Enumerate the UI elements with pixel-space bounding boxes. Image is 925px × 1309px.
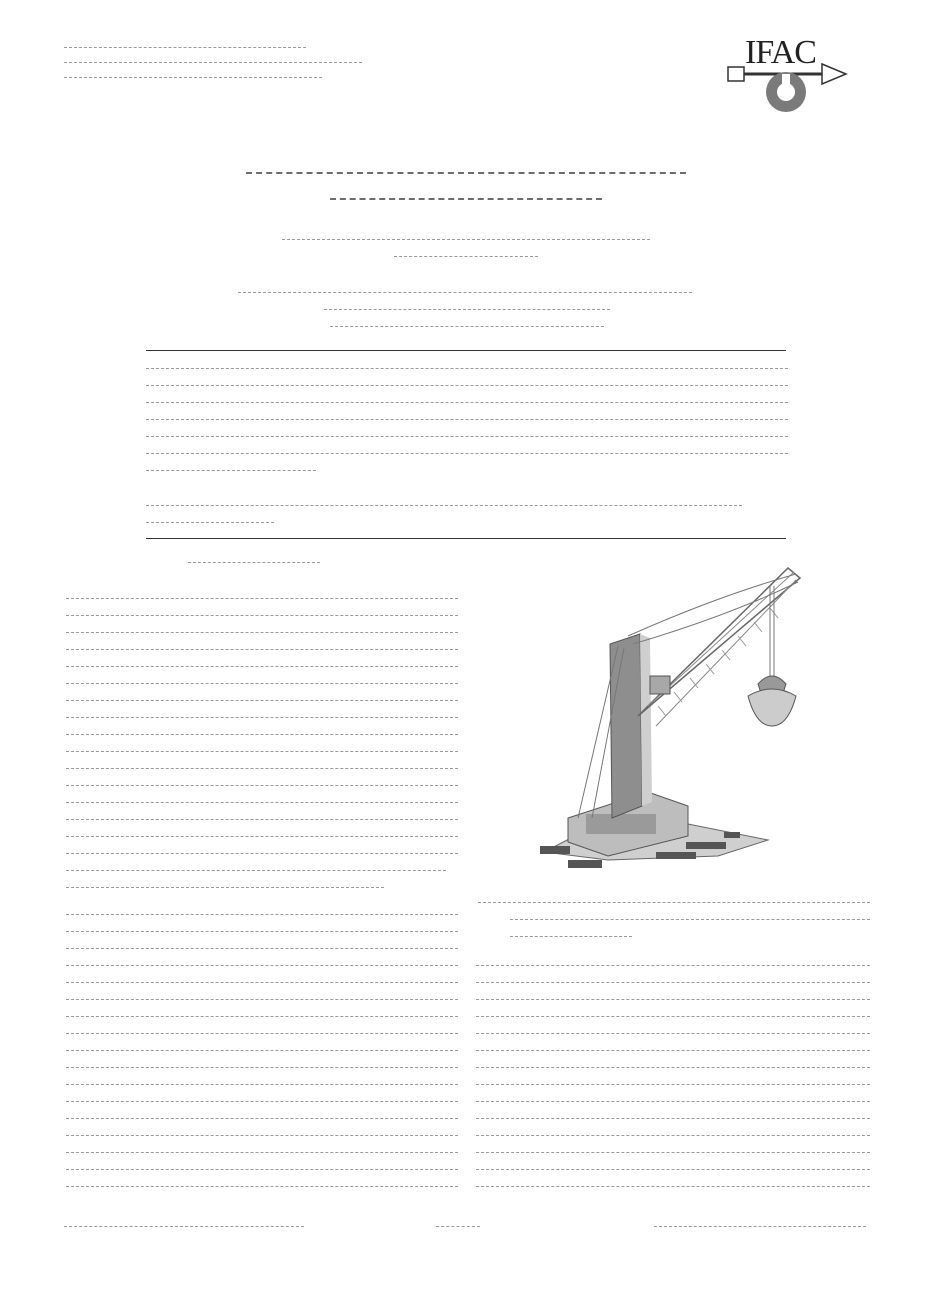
ifac-logo-text: IFAC — [745, 34, 816, 71]
crane-figure — [538, 556, 806, 882]
abstract-bottom-rule — [146, 538, 786, 539]
abstract-top-rule — [146, 350, 786, 351]
